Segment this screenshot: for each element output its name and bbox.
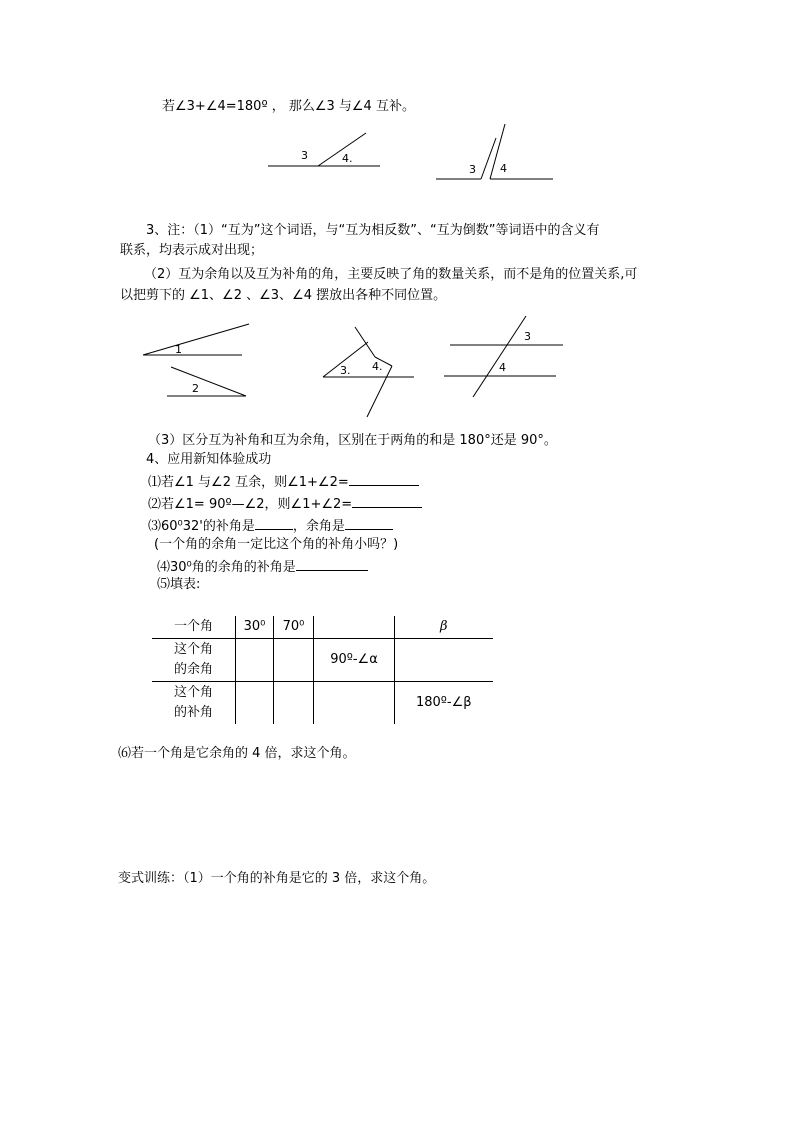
fig1-right-label-4: 4 [500,162,507,175]
question-6: ⑹若一个角是它余角的 4 倍，求这个角。 [118,746,356,761]
section-4-title: 4、应用新知体验成功 [146,452,272,467]
table-row [152,616,493,639]
question-2 [148,494,422,514]
question-3 [148,516,393,536]
table-cell: 90º-∠α [314,639,395,682]
point-3: （3）区分互为补角和互为余角，区别在于两角的和是 180°还是 90°。 [148,433,557,448]
table-cell[interactable] [314,682,395,725]
table-cell: β [395,616,493,639]
table-cell: 180º-∠β [395,682,493,725]
variant-exercise: 变式训练：（1）一个角的补角是它的 3 倍，求这个角。 [118,871,436,886]
question-4-blank[interactable] [296,557,368,571]
question-1 [148,472,419,492]
table-row [152,639,493,682]
table-cell[interactable] [395,639,493,682]
table-cell: 30⁰ [236,616,274,639]
question-3-text-a: ⑶60⁰32'的补角是 [148,519,255,534]
question-1-blank[interactable] [349,472,419,486]
fig2-c-ray-up [355,327,375,357]
question-4-text: ⑷30⁰角的余角的补角是 [157,560,296,575]
table-cell [152,639,236,682]
table-cell[interactable] [314,616,395,639]
note-p2-line2: 以把剪下的 ∠1、∠2 、∠3、∠4 摆放出各种不同位置。 [120,288,447,303]
fig2-d-transversal [473,316,526,397]
fig2-c-ray-down [367,366,392,417]
fig2-label-4: 4 [499,361,506,374]
note-p1-line1: 3、注：（1）“互为”这个词语，与“互为相反数”、“互为倒数”等词语中的含义有 [146,223,600,238]
question-3-text-b: ，余角是 [292,519,345,534]
fig2-a-ray [143,324,249,355]
question-3-blank-supplement[interactable] [255,516,293,530]
fig2-label-3: 3 [524,330,531,343]
fig1-left-label-4: 4. [342,152,353,165]
table-cell[interactable] [274,639,314,682]
angle-table [152,616,493,724]
row-header-complement: 这个角的余角 [173,642,213,677]
fig2-label-3dot: 3. [340,364,351,377]
fig2-label-1: 1 [175,343,182,356]
question-1-text: ⑴若∠1 与∠2 互余，则∠1+∠2= [148,475,349,490]
question-4 [157,557,368,577]
note-p1-line2: 联系，均表示成对出现； [120,243,264,258]
table-cell: 70⁰ [274,616,314,639]
question-2-blank[interactable] [352,494,422,508]
table-cell[interactable] [236,682,274,725]
fig2-b-ray [171,367,246,396]
table-cell: 一个角 [152,616,236,639]
table-row [152,682,493,725]
table-cell[interactable] [236,639,274,682]
question-2-text: ⑵若∠1= 90º—∠2，则∠1+∠2= [148,497,353,512]
intro-line: 若∠3+∠4=180º ， 那么∠3 与∠4 互补。 [162,99,415,114]
table-cell [152,682,236,725]
fig2-label-2: 2 [192,382,199,395]
table-cell[interactable] [274,682,314,725]
question-3-blank-complement[interactable] [345,516,393,530]
fig1-left-label-3: 3 [301,149,308,162]
question-3-note: (一个角的余角一定比这个角的补角小吗？) [154,537,399,552]
fig1-right-label-3: 3 [469,163,476,176]
fig2-label-4dot: 4. [372,360,383,373]
question-5: ⑸填表: [157,577,201,592]
note-p2-line1: （2）互为余角以及互为补角的角，主要反映了角的数量关系，而不是角的位置关系,可 [144,267,638,282]
row-header-supplement: 这个角的补角 [173,685,213,720]
